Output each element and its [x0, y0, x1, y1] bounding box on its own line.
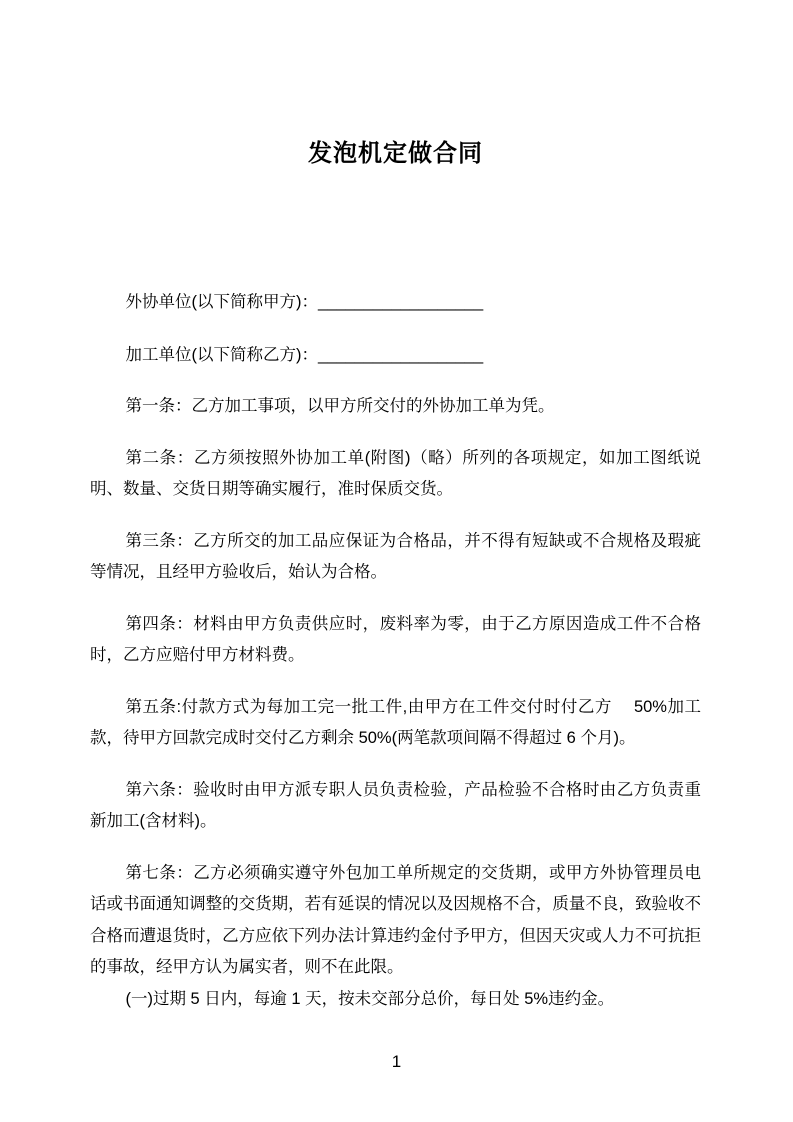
party-a-label: 外协单位(以下简称甲方)：	[125, 293, 318, 311]
clause-7-sub-item-1: (一)过期 5 日内，每逾 1 天，按未交部分总价，每日处 5%违约金。	[125, 989, 615, 1008]
clause-3: 第三条：乙方所交的加工品应保证为合格品，并不得有短缺或不合规格及瑕疵等情况，且经甲方验收后，始认为合格。	[90, 531, 701, 581]
party-line-b	[90, 340, 701, 372]
party-line-a	[90, 287, 701, 319]
party-b-fill-in-blank: __________________	[317, 345, 484, 364]
party-a-fill-in-blank: __________________	[317, 293, 484, 311]
party-b-label: 加工单位(以下简称乙方)：	[125, 345, 318, 364]
clause-4: 第四条：材料由甲方负责供应时，废料率为零，由于乙方原因造成工件不合格时，乙方应赔付甲方材料费。	[90, 614, 701, 664]
page-number: 1	[391, 1052, 402, 1071]
clause-6: 第六条：验收时由甲方派专职人员负责检验，产品检验不合格时由乙方负责重新加工(含材料)。	[90, 780, 701, 830]
clause-5: 第五条:付款方式为每加工完一批工件,由甲方在工件交付时付乙方 50%加工款，待甲方回款完成时交付乙方剩余 50%(两笔款项间隔不得超过 6 个月)。	[90, 697, 701, 747]
clause-1: 第一条：乙方加工事项，以甲方所交付的外协加工单为凭。	[125, 397, 555, 415]
clause-7: 第七条：乙方必须确实遵守外包加工单所规定的交货期，或甲方外协管理员电话或书面通知调整的交货期，若有延误的情况以及因规格不合，质量不良，致验收不合格而遭退货时，乙方应依下列办法计算违约金付予甲方，但因天灾或人力不可抗拒的事故，经甲方认为属实者，则不在此限。	[90, 863, 701, 976]
document-title: 发泡机定做合同	[308, 140, 483, 167]
clause-2: 第二条：乙方须按照外协加工单(附图)（略）所列的各项规定，如加工图纸说明、数量、交货日期等确实履行，准时保质交货。	[90, 448, 701, 498]
